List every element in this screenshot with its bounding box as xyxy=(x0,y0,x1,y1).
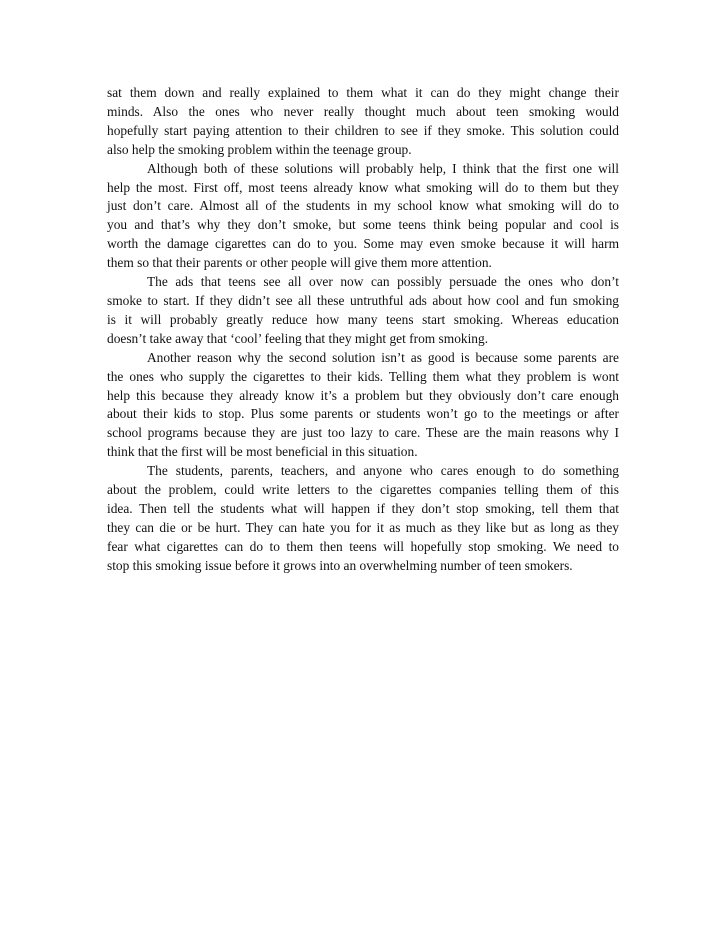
text-line: doesn’t take away that ‘cool’ feeling that they might get from smoking. xyxy=(107,330,489,346)
text-line: the ones who supply the cigarettes to their kids. Telling them what they problem is wont xyxy=(107,368,619,384)
text-line: just don’t care. Almost all of the students in my school know what smoking will do to xyxy=(107,198,619,214)
text-line: Another reason why the second solution isn’t as good is because some parents are xyxy=(147,349,619,365)
text-line: minds. Also the ones who never really thought much about teen smoking would xyxy=(107,103,619,119)
text-line: The ads that teens see all over now can possibly persuade the ones who don’t xyxy=(147,274,619,290)
text-line: hopefully start paying attention to their children to see if they smoke. This solution could xyxy=(107,122,619,138)
text-line: them so that their parents or other people will give them more attention. xyxy=(107,255,492,271)
text-line: sat them down and really explained to them what it can do they might change their xyxy=(107,85,619,100)
text-line: help the most. First off, most teens already know what smoking will do to them but they xyxy=(107,179,619,195)
text-line: smoke to start. If they didn’t see all these untruthful ads about how cool and fun smoking xyxy=(107,292,619,308)
text-line: you and that’s why they don’t smoke, but some teens think being popular and cool is xyxy=(107,217,619,233)
text-line: worth the damage cigarettes can do to you. Some may even smoke because it will harm xyxy=(107,236,619,252)
text-line: they can die or be hurt. They can hate you for it as much as they like but as long as they xyxy=(107,519,619,535)
text-line: The students, parents, teachers, and anyone who cares enough to do something xyxy=(147,463,619,479)
text-line: about the problem, could write letters to the cigarettes companies telling them of this xyxy=(107,482,619,498)
text-line: think that the first will be most beneficial in this situation. xyxy=(107,444,418,460)
essay-body xyxy=(107,84,619,576)
text-line: school programs because they are just too lazy to care. These are the main reasons why I xyxy=(107,425,619,441)
text-line: fear what cigarettes can do to them then teens will hopefully stop smoking. We need to xyxy=(107,538,619,554)
text-line: also help the smoking problem within the teenage group. xyxy=(107,141,412,157)
document-page xyxy=(107,84,619,576)
text-line: help this because they already know it’s a problem but they obviously don’t care enough xyxy=(107,387,619,403)
text-line: about their kids to stop. Plus some parents or students won’t go to the meetings or after xyxy=(107,406,619,422)
text-line: is it will probably greatly reduce how many teens start smoking. Whereas education xyxy=(107,311,619,327)
text-line: Although both of these solutions will probably help, I think that the first one will xyxy=(147,160,619,176)
text-line: idea. Then tell the students what will happen if they don’t stop smoking, tell them that xyxy=(107,500,619,516)
text-line: stop this smoking issue before it grows into an overwhelming number of teen smokers. xyxy=(107,557,573,573)
